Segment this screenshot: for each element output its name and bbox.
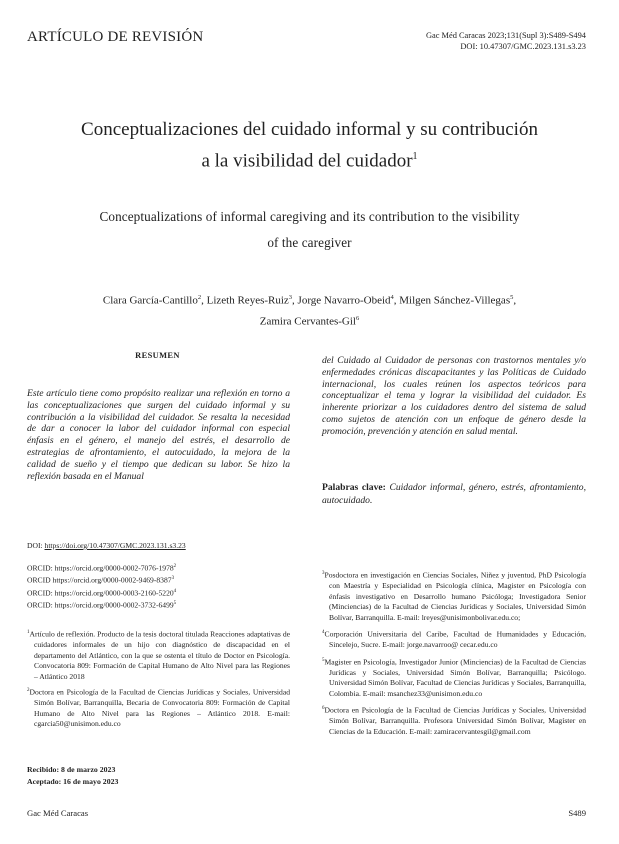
orcid-text: ORCID: https://orcid.org/0000-0002-7076-1978: [27, 563, 174, 573]
footnote-marker: 1: [412, 151, 418, 162]
received-date: Recibido: 8 de marzo 2023: [27, 765, 116, 774]
article-title: [20, 116, 599, 174]
footnotes-left: [27, 628, 290, 734]
author-line: [20, 289, 599, 310]
footnote-marker: 6: [322, 706, 325, 712]
footnote-text: Corporación Universitaria del Caribe, Facultad de Humanidades y Educación, Sincelejo, Sucre. E-mail: jorge.navarroo@ cecar.edu.co: [324, 629, 586, 650]
orcid-item[interactable]: [27, 587, 176, 599]
doi-line: [27, 541, 186, 550]
abstract-text-right: del Cuidado al Cuidador de personas con trastornos mentales y/o enfermedades crónicas discapacitantes y las Políticas de Cuidado internacional, los cuales reúnen los aspectos teóricos para conceptualizar el tema y lograr la visibilidad del cuidador. Es inherente priorizar a los cuidadores dentro del sistema de salud como sujetos de atención con un enfoque de género desde la promoción, prevención y atención en salud mental.: [322, 355, 586, 437]
author-separator: ,: [513, 294, 517, 307]
orcid-marker: 4: [173, 588, 177, 594]
footnote-marker: 2: [27, 688, 30, 694]
author-separator: ,: [201, 294, 207, 307]
footnote-marker: 5: [322, 657, 325, 663]
journal-line: Gac Méd Caracas 2023;131(Supl 3):S489-S494: [425, 31, 586, 40]
orcid-marker: 3: [171, 576, 175, 582]
orcid-marker: 5: [173, 600, 177, 606]
footnote: [322, 628, 586, 651]
abstract-text-left: Este artículo tiene como propósito realizar una reflexión en torno a las conceptualizaciones que surgen del cuidado informal y su contribución a la visibilidad del cuidador. Se resalta la necesidad de dar a conocer la labor del cuidador informal con especial énfasis en el género, el manejo del estrés, el desarrollo de estrategias de afrontamiento, el autocuidado, la mejora de la calidad de sueño y el tiempo que dedican su labor. Se hizo la reflexión basada en el Manual: [27, 388, 290, 482]
title-line: Conceptualizaciones del cuidado informal y su contribución: [81, 119, 538, 140]
english-title-line: Conceptualizations of informal caregiving and its contribution to the visibility: [99, 209, 520, 224]
keywords-label: Palabras clave:: [322, 482, 386, 493]
orcid-marker: 2: [173, 564, 177, 569]
author-line: [20, 310, 599, 331]
orcid-list: [27, 562, 176, 611]
author-list: [20, 289, 599, 330]
affiliation-marker: 3: [288, 294, 293, 301]
orcid-item[interactable]: [27, 562, 176, 574]
section-label: ARTÍCULO DE REVISIÓN: [27, 29, 204, 45]
author-separator: ,: [292, 294, 298, 307]
footnote: [27, 628, 290, 682]
footnote-marker: 3: [322, 571, 325, 576]
footnote-marker: 4: [322, 630, 325, 636]
affiliation-marker: 2: [197, 294, 202, 301]
footnote-marker: 1: [27, 630, 30, 635]
doi-label: DOI:: [27, 541, 45, 550]
footnote: [322, 569, 586, 623]
english-title-line: of the caregiver: [267, 235, 352, 250]
doi-link[interactable]: https://doi.org/10.47307/GMC.2023.131.s3.23: [44, 541, 186, 550]
footnote-text: Posdoctora en investigación en Ciencias Sociales, Niñez y juventud, PhD Psicología con Maestría y Especialidad en Psicología clínica, Magister en Psicología con énfasis investigativo en Desarrollo humano Psicóloga; Investigadora Senior (Minciencias) de la Facultad de Ciencias Jurídicas y Sociales, Universidad Simón Bolívar, Barranquilla. E-mail: lreyes@unisimonbolivar.edu.co;: [324, 570, 586, 622]
keywords-value: Cuidador informal, género, estrés, afrontamiento, autocuidado.: [322, 482, 586, 506]
orcid-text: ORCID: https://orcid.org/0000-0002-3732-6499: [27, 600, 174, 610]
footnote: [322, 656, 586, 700]
footnote: [322, 704, 586, 737]
footnote: [27, 686, 290, 730]
author-name: Lizeth Reyes-Ruiz: [206, 294, 289, 307]
affiliation-marker: 6: [355, 314, 360, 322]
author-separator: ,: [393, 294, 400, 307]
footnote-text: Doctora en Psicología de la Facultad de Ciencias Jurídicas y Sociales, Universidad Simón Bolívar, Barranquilla. Profesora Universidad Simón Bolívar, Magíster en Ciencias de la Educación. E-mail: zamiracervantesgil@gmail.com: [324, 705, 586, 736]
footnotes-right: [322, 569, 586, 742]
author-name: Milgen Sánchez-Villegas: [399, 294, 511, 307]
footnote-text: Artículo de reflexión. Producto de la tesis doctoral titulada Reacciones adaptativas de cuidadores informales de un hijo con diagnóstico de discapacidad en el departamento del Atlántico, con la que se ostenta el título de Doctor en Psicología. Convocatoria 809: Formación de Capital Humano de Alto Nivel para las Regiones – Atlántico 2018: [29, 629, 290, 681]
english-title: [20, 204, 599, 256]
author-name: Clara García-Cantillo: [102, 294, 198, 307]
page-number: S489: [568, 808, 586, 818]
journal-doi: DOI: 10.47307/GMC.2023.131.s3.23: [460, 42, 586, 51]
abstract-heading: RESUMEN: [135, 351, 180, 360]
footnote-text: Doctora en Psicología de la Facultad de Ciencias Jurídicas y Sociales, Universidad Simón Bolívar, Barranquilla, Becaria de Convocatoria 809: Formación de Capital Humano de Alto Nivel para las Regiones – Atlántico 2018. E-mail: cgarcia50@unisimon.edu.co: [29, 687, 290, 729]
accepted-date: Aceptado: 16 de mayo 2023: [27, 776, 119, 786]
journal-citation: [426, 30, 586, 52]
footnote-text: Magister en Psicología, Investigador Junior (Minciencias) de la Facultad de Ciencias Jurídicas y Sociales, Universidad Simón Bolívar, Barranquilla; Psicólogo. Universidad Simón Bolívar, Facultad de Ciencias Jurídicas y Sociales, Barranquilla, Colombia. E-mail: msanchez33@unisimon.edu.co: [324, 657, 586, 698]
author-name: Zamira Cervantes-Gil: [259, 315, 356, 328]
orcid-item[interactable]: [27, 574, 176, 586]
affiliation-marker: 5: [510, 294, 514, 301]
title-line: a la visibilidad del cuidador$^1$: [201, 150, 418, 172]
orcid-text: ORCID https://orcid.org/0000-0002-9469-8387: [27, 575, 172, 585]
author-name: Jorge Navarro-Obeid: [297, 294, 391, 307]
orcid-item[interactable]: [27, 599, 176, 611]
footer-journal: Gac Méd Caracas: [27, 808, 89, 818]
keywords: [322, 482, 586, 507]
orcid-text: ORCID: https://orcid.org/0000-0003-2160-5220: [27, 588, 174, 598]
affiliation-marker: 4: [390, 294, 394, 301]
dates: [27, 764, 118, 787]
